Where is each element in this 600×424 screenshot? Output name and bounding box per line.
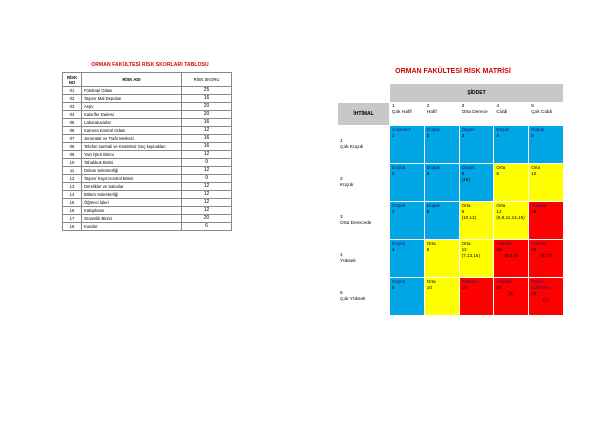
table-row <box>63 135 232 143</box>
risk-score-cell: 12 <box>182 207 232 215</box>
risk-no-cell: 17 <box>63 215 82 223</box>
risk-score-cell: 9 <box>182 175 232 183</box>
risk-no-cell: 03 <box>63 103 82 111</box>
risk-score-cell: 12 <box>182 167 232 175</box>
risk-score-cell: 20 <box>182 103 232 111</box>
risk-score-value: 10 <box>531 171 537 176</box>
risk-score-value: 6 <box>461 171 465 176</box>
risk-no-cell: 05 <box>63 119 82 127</box>
probability-row-number: 4 <box>340 252 343 258</box>
severity-column-header <box>390 103 425 126</box>
risk-score-value: 8 <box>426 247 430 252</box>
severity-column-number: 5 <box>531 104 534 109</box>
risk-score-value: 25 <box>531 291 537 296</box>
risk-score-cell: 16 <box>182 95 232 103</box>
severity-label: ŞİDDET <box>390 84 564 103</box>
matrix-cell <box>390 126 425 164</box>
probability-row-header <box>338 202 390 240</box>
risk-score-value: 12 <box>496 209 502 214</box>
risk-name-cell: Taşınır Mal Depoları <box>82 95 182 103</box>
matrix-cell <box>459 240 494 278</box>
risk-score-value: 3 <box>461 133 465 138</box>
matrix-cell <box>529 278 564 316</box>
table-row <box>63 87 232 95</box>
risk-score-cell: 9 <box>182 159 232 167</box>
risk-name-header: RİSK ADI <box>82 73 182 87</box>
matrix-cell <box>494 126 529 164</box>
table-row <box>63 175 232 183</box>
severity-column-number: 4 <box>496 104 500 109</box>
risk-score-cell: 12 <box>182 127 232 135</box>
risk-level-label: Yüksek <box>531 203 547 208</box>
risk-score-cell: 12 <box>182 183 232 191</box>
risk-level-label: Orta <box>426 279 436 284</box>
risk-score-cell: 6 <box>182 223 232 231</box>
risk-score-cell: 12 <box>182 191 232 199</box>
risk-level-label: Orta <box>461 241 471 246</box>
risk-name-cell: Koridor <box>82 223 182 231</box>
risk-level-label: Orta <box>496 203 506 208</box>
risk-level-label: Düşük <box>461 165 475 170</box>
table-header-row <box>63 73 232 87</box>
severity-column-name: Çok Hafif <box>392 110 412 115</box>
matrix-cell <box>494 240 529 278</box>
risk-level-label: Orta <box>496 165 506 170</box>
table-row <box>63 151 232 159</box>
risk-items-list: (3,17) <box>540 253 553 258</box>
risk-name-cell: Jeneratör ve Trafo Merkezi <box>82 135 182 143</box>
matrix-cell <box>424 278 459 316</box>
probability-row-name: Çok Küçük <box>340 144 364 150</box>
table-row <box>63 191 232 199</box>
risk-level-label: Düşük <box>426 203 440 208</box>
risk-level-label: Tolere Edilemez <box>531 279 551 290</box>
matrix-row <box>338 278 564 316</box>
matrix-corner-blank <box>338 84 390 103</box>
severity-column-header <box>459 103 494 126</box>
risk-level-label: Düşük <box>392 203 406 208</box>
risk-level-label: Orta <box>461 203 471 208</box>
matrix-cell <box>459 278 494 316</box>
risk-name-cell: Dekan Sekreterliği <box>82 167 182 175</box>
risk-matrix-title: ORMAN FAKÜLTESİ RİSK MATRİSİ <box>395 68 511 75</box>
risk-score-value: 15 <box>531 209 537 214</box>
risk-no-cell: 08 <box>63 143 82 151</box>
risk-name-cell: Kamera Kontrol Odası <box>82 127 182 135</box>
risk-name-cell: Tahakkuk Birimi <box>82 159 182 167</box>
matrix-cell <box>424 126 459 164</box>
severity-column-number: 1 <box>392 104 395 109</box>
probability-row-number: 5 <box>340 290 343 296</box>
risk-name-cell: Öğrenci İşleri <box>82 199 182 207</box>
risk-level-label: Düşük <box>426 165 440 170</box>
matrix-row <box>338 164 564 202</box>
risk-name-cell: Arşiv <box>82 103 182 111</box>
table-row <box>63 167 232 175</box>
probability-row-name: Küçük <box>340 182 354 188</box>
risk-name-cell: Kütüphane <box>82 207 182 215</box>
matrix-cell <box>529 126 564 164</box>
risk-no-cell: 13 <box>63 183 82 191</box>
risk-matrix <box>337 83 564 316</box>
risk-score-value: 2 <box>392 171 395 176</box>
severity-column-name: Hafif <box>426 110 437 115</box>
table-row <box>63 183 232 191</box>
severity-column-name: Çok Ciddi <box>531 110 552 115</box>
risk-score-cell: 12 <box>182 199 232 207</box>
matrix-cell <box>494 164 529 202</box>
probability-label: İHTİMAL <box>338 103 390 126</box>
table-row <box>63 95 232 103</box>
risk-score-cell: 12 <box>182 151 232 159</box>
matrix-cell <box>459 202 494 240</box>
risk-score-value: 3 <box>392 209 395 214</box>
risk-score-value: 4 <box>496 133 499 138</box>
risk-score-value: 1 <box>392 133 395 138</box>
risk-no-cell: 02 <box>63 95 82 103</box>
risk-score-value: 8 <box>496 171 499 176</box>
matrix-row <box>338 202 564 240</box>
probability-row-number: 2 <box>340 176 343 182</box>
risk-score-value: 5 <box>531 133 534 138</box>
risk-name-cell: Yazı İşleri Birimi <box>82 151 182 159</box>
risk-score-value: 15 <box>461 285 467 290</box>
risk-no-cell: 14 <box>63 191 82 199</box>
risk-no-cell: 16 <box>63 207 82 215</box>
risk-items-list: (4) <box>508 291 515 296</box>
matrix-cell <box>390 240 425 278</box>
risk-level-label: Düşük <box>392 241 406 246</box>
risk-name-cell: Fotokopi Odası <box>82 87 182 95</box>
table-row <box>63 159 232 167</box>
probability-row-header <box>338 126 390 164</box>
risk-no-cell: 01 <box>63 87 82 95</box>
risk-level-label: Düşük <box>461 127 475 132</box>
risk-items-list: (6,9,11,14,15) <box>496 215 525 220</box>
risk-level-label: Düşük <box>531 127 545 132</box>
risk-score-cell: 16 <box>182 143 232 151</box>
risk-score-cell: 20 <box>182 111 232 119</box>
matrix-cell <box>424 240 459 278</box>
risk-level-label: Anlamsız <box>392 127 411 132</box>
risk-level-label: Düşük <box>426 127 440 132</box>
matrix-row <box>338 126 564 164</box>
matrix-cell <box>424 202 459 240</box>
risk-no-cell: 18 <box>63 223 82 231</box>
risk-score-value: 10 <box>426 285 432 290</box>
risk-items-list: (10,12) <box>461 215 477 220</box>
probability-row-name: Çok Yüksek <box>340 296 366 302</box>
risk-no-cell: 15 <box>63 199 82 207</box>
risk-no-cell: 11 <box>63 167 82 175</box>
matrix-cell <box>529 202 564 240</box>
table-row <box>63 143 232 151</box>
severity-column-name: Orta Derece <box>461 110 488 115</box>
probability-row-header <box>338 278 390 316</box>
risk-no-header: RİSK NO <box>63 73 82 87</box>
severity-columns-row <box>338 103 564 126</box>
table-row <box>63 223 232 231</box>
probability-row-number: 1 <box>340 138 343 144</box>
severity-column-header <box>529 103 564 126</box>
matrix-cell <box>529 240 564 278</box>
risk-name-cell: Derslikler ve Salonlar <box>82 183 182 191</box>
risk-level-label: Düşük <box>392 165 406 170</box>
risk-level-label: Orta <box>531 165 541 170</box>
risk-no-cell: 06 <box>63 127 82 135</box>
risk-no-cell: 12 <box>63 175 82 183</box>
severity-header-row <box>338 84 564 103</box>
risk-name-cell: Bölüm Sekreterliği <box>82 191 182 199</box>
matrix-cell <box>494 278 529 316</box>
table-row <box>63 119 232 127</box>
risk-name-cell: Taşınır Kayıt Kontrol Birimi <box>82 175 182 183</box>
risk-score-value: 20 <box>531 247 537 252</box>
risk-level-label: Yüksek <box>496 241 512 246</box>
risk-name-cell: Güvenlik Birimi <box>82 215 182 223</box>
risk-level-label: Yüksek <box>461 279 477 284</box>
matrix-row <box>338 240 564 278</box>
risk-score-value: 9 <box>461 209 465 214</box>
risk-no-cell: 09 <box>63 151 82 159</box>
risk-score-value: 4 <box>426 171 430 176</box>
probability-row-number: 3 <box>340 214 343 220</box>
table-row <box>63 111 232 119</box>
risk-name-cell: Kalorifer Dairesi <box>82 111 182 119</box>
probability-row-name: Orta Derecede <box>340 220 372 226</box>
table-row <box>63 199 232 207</box>
severity-column-name: Ciddi <box>496 110 508 115</box>
risk-no-cell: 10 <box>63 159 82 167</box>
matrix-cell <box>529 164 564 202</box>
matrix-cell <box>390 202 425 240</box>
risk-score-header: RİSK SKORU <box>182 73 232 87</box>
risk-scores-table-title: ORMAN FAKÜLTESİ RİSK SKORLARI TABLOSU <box>91 62 209 68</box>
severity-column-header <box>494 103 529 126</box>
table-row <box>63 127 232 135</box>
table-row <box>63 215 232 223</box>
risk-score-value: 4 <box>392 247 395 252</box>
probability-row-header <box>338 164 390 202</box>
risk-scores-table <box>62 72 232 231</box>
matrix-cell <box>459 164 494 202</box>
risk-no-cell: 04 <box>63 111 82 119</box>
risk-score-value: 2 <box>426 133 430 138</box>
risk-score-value: 20 <box>496 285 502 290</box>
risk-score-value: 12 <box>461 247 467 252</box>
risk-items-list: (1) <box>543 297 549 302</box>
matrix-cell <box>494 202 529 240</box>
severity-column-number: 3 <box>461 104 465 109</box>
severity-column-number: 2 <box>426 104 430 109</box>
risk-items-list: (7,13,16) <box>461 253 480 258</box>
risk-score-value: 5 <box>392 285 395 290</box>
risk-level-label: Yüksek <box>531 241 547 246</box>
risk-name-cell: Laboratuvarlar <box>82 119 182 127</box>
risk-level-label: Düşük <box>392 279 406 284</box>
risk-level-label: Yüksek <box>496 279 512 284</box>
matrix-cell <box>390 164 425 202</box>
table-row <box>63 207 232 215</box>
risk-level-label: Orta <box>426 241 436 246</box>
risk-name-cell: Telefon santrali ve Kesintisiz Güç kaynakları <box>82 143 182 151</box>
risk-score-value: 6 <box>426 209 430 214</box>
matrix-cell <box>390 278 425 316</box>
probability-row-header <box>338 240 390 278</box>
risk-level-label: Düşük <box>496 127 510 132</box>
matrix-cell <box>424 164 459 202</box>
table-row <box>63 103 232 111</box>
risk-items-list: (18) <box>461 177 470 182</box>
probability-row-name: Yüksek <box>340 258 356 264</box>
risk-score-cell: 16 <box>182 119 232 127</box>
matrix-cell <box>459 126 494 164</box>
risk-score-cell: 25 <box>182 87 232 95</box>
risk-score-cell: 20 <box>182 215 232 223</box>
risk-items-list: (2,5,8) <box>504 253 518 258</box>
risk-score-cell: 16 <box>182 135 232 143</box>
risk-no-cell: 07 <box>63 135 82 143</box>
severity-column-header <box>424 103 459 126</box>
risk-score-value: 16 <box>496 247 502 252</box>
